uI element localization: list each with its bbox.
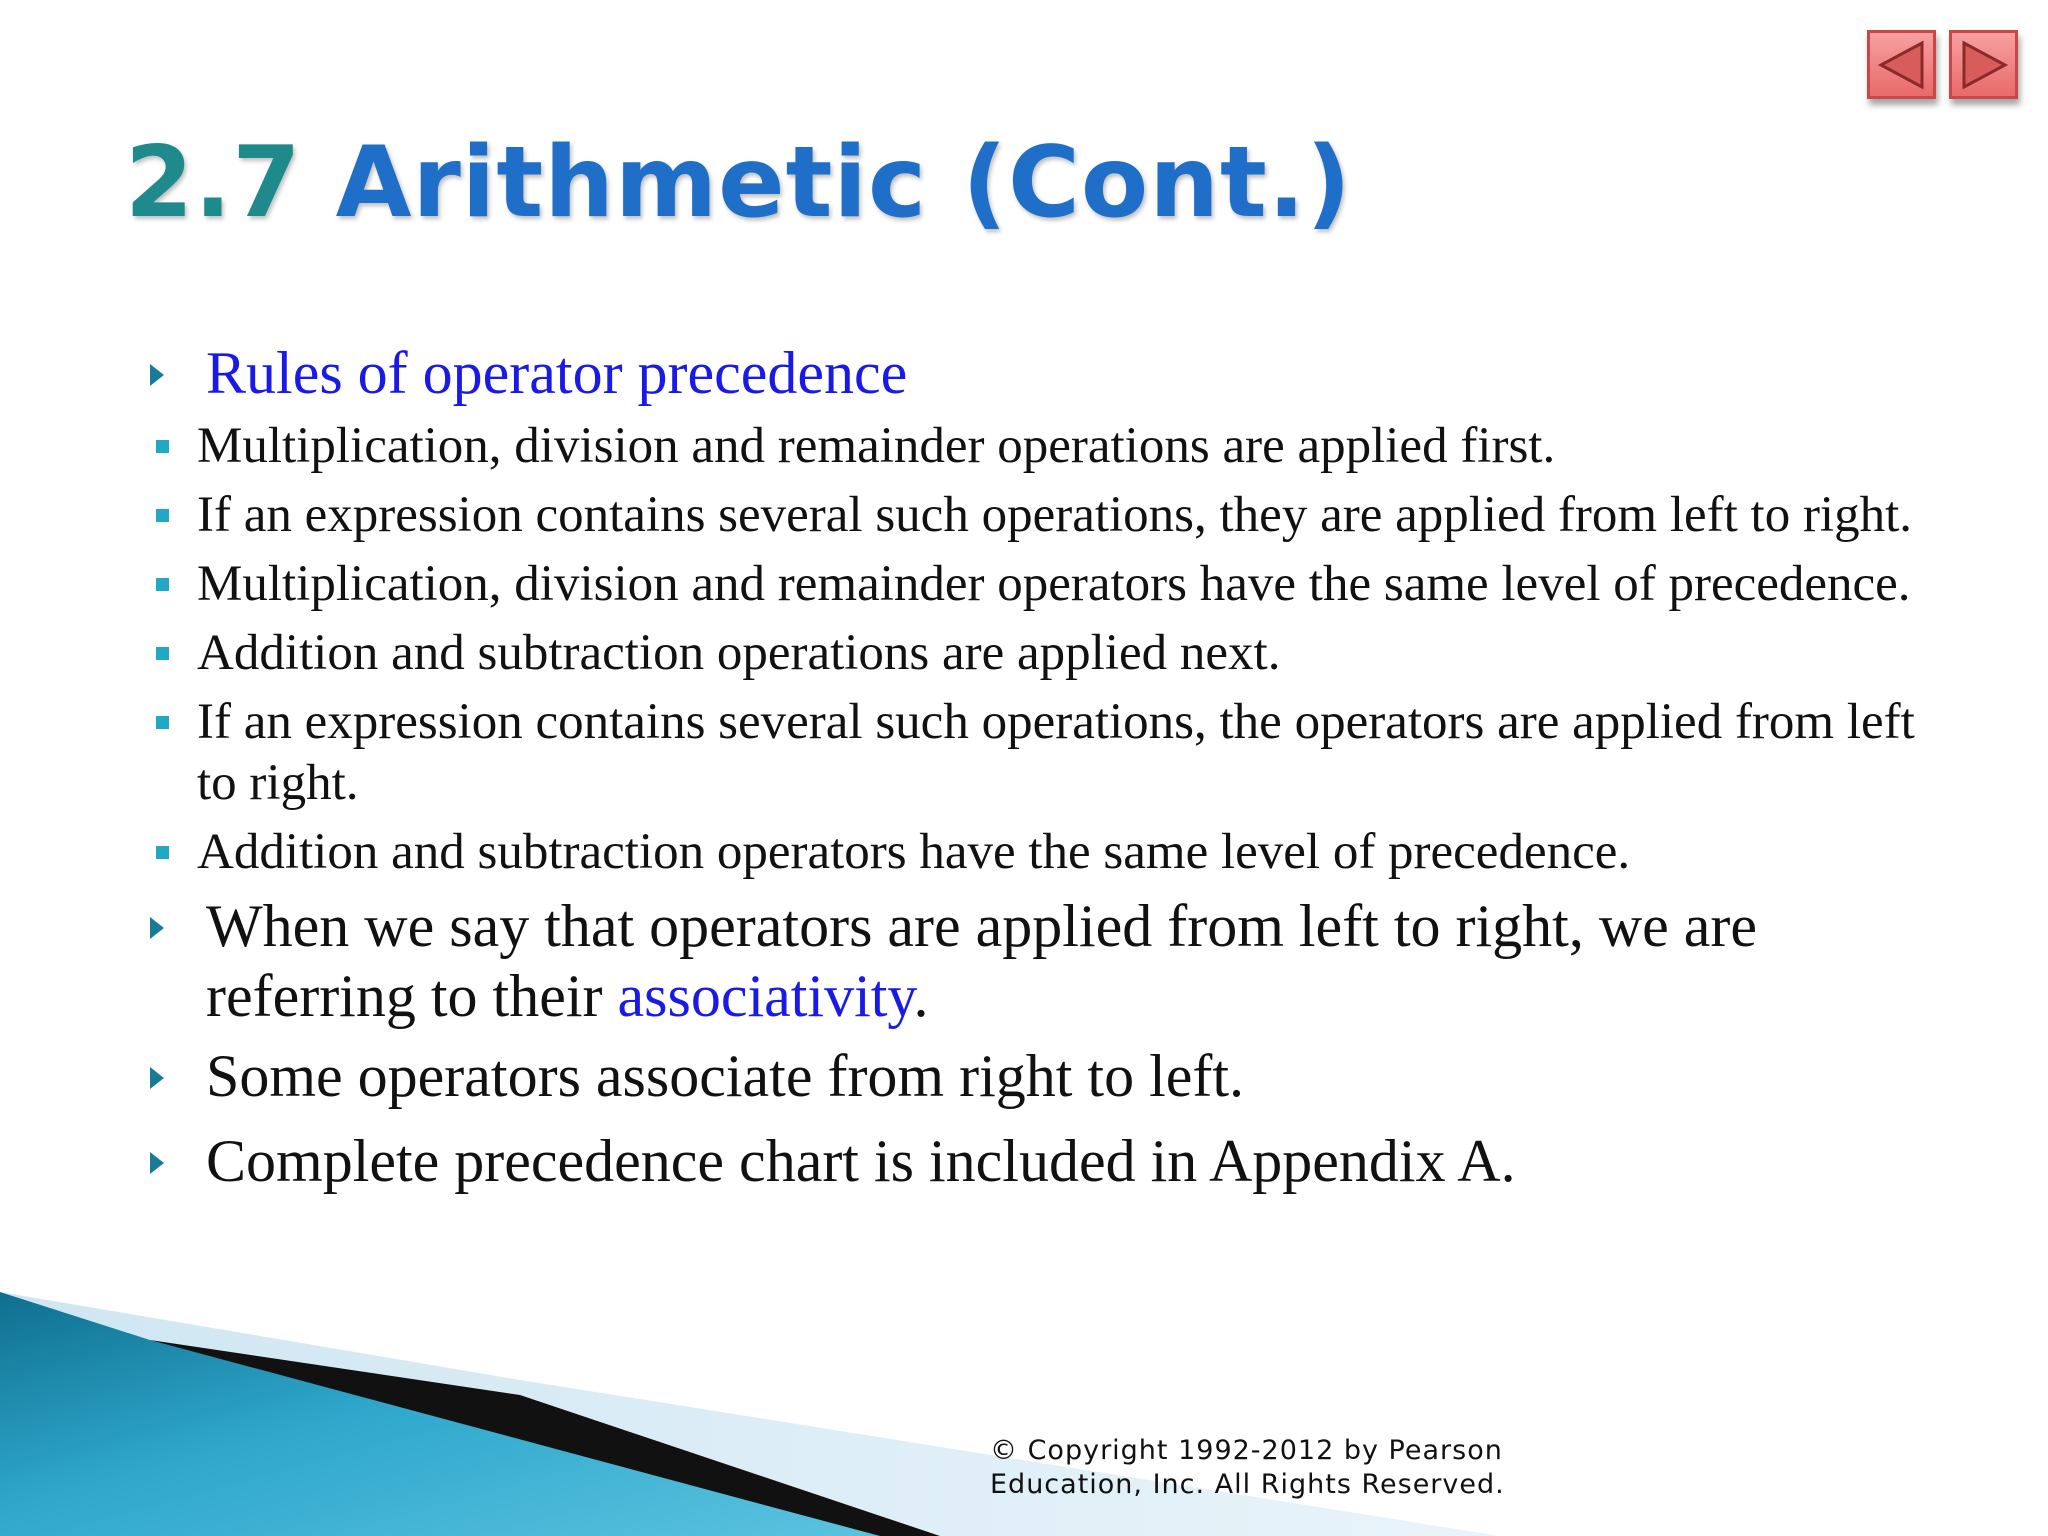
section-title: Arithmetic (Cont.) (335, 126, 1352, 240)
bullet-text: Complete precedence chart is included in Appendix A. (206, 1128, 1516, 1194)
section-number: 2.7 (125, 126, 302, 240)
sub-bullet-text: Addition and subtraction operators have the same level of precedence. (197, 824, 1631, 880)
bullet-text: Some operators associate from right to left. (206, 1043, 1245, 1109)
slide-content (140, 338, 1920, 1196)
bullet-associativity (140, 891, 1920, 1031)
bullet-square-icon (156, 440, 169, 453)
bullet-right-to-left (140, 1041, 1920, 1111)
sub-bullet (140, 554, 1920, 615)
sub-bullet-list (140, 416, 1920, 883)
copyright-notice (990, 1434, 1505, 1502)
triangle-left-icon (1876, 39, 1928, 91)
bullet-text: When we say that operators are applied from left to right, we are referring to their (206, 893, 1758, 1029)
copyright-line-1: © Copyright 1992-2012 by Pearson (990, 1435, 1503, 1466)
bullet-arrow-icon (150, 364, 164, 386)
bullet-arrow-icon (150, 917, 164, 939)
sub-bullet (140, 485, 1920, 546)
next-slide-button[interactable] (1949, 30, 2018, 99)
sub-bullet-text: If an expression contains several such operations, the operators are applied from left to right. (197, 694, 1915, 811)
bullet-square-icon (156, 509, 169, 522)
bullet-appendix (140, 1126, 1920, 1196)
sub-bullet-text: Addition and subtraction operations are applied next. (197, 625, 1281, 681)
sub-bullet (140, 416, 1920, 477)
navigation-buttons (1867, 30, 2018, 99)
sub-bullet (140, 692, 1920, 814)
sub-bullet-text: Multiplication, division and remainder operators have the same level of precedence. (197, 556, 1911, 612)
previous-slide-button[interactable] (1867, 30, 1936, 99)
bullet-square-icon (156, 846, 169, 859)
bullet-square-icon (156, 716, 169, 729)
sub-bullet (140, 822, 1920, 883)
bullet-rules-of-precedence (140, 338, 1920, 408)
associativity-term: associativity (617, 963, 914, 1029)
bullet-arrow-icon (150, 1067, 164, 1089)
sub-bullet (140, 623, 1920, 684)
copyright-line-2: Education, Inc. All Rights Reserved. (990, 1469, 1505, 1500)
bullet-text: Rules of operator precedence (206, 340, 908, 406)
slide-title (125, 126, 1352, 240)
triangle-right-icon (1958, 39, 2010, 91)
bullet-square-icon (156, 647, 169, 660)
bullet-square-icon (156, 578, 169, 591)
sub-bullet-text: Multiplication, division and remainder operations are applied first. (197, 418, 1556, 474)
sub-bullet-text: If an expression contains several such operations, they are applied from left to right. (197, 487, 1913, 543)
bullet-text-end: . (913, 963, 929, 1029)
bullet-arrow-icon (150, 1152, 164, 1174)
